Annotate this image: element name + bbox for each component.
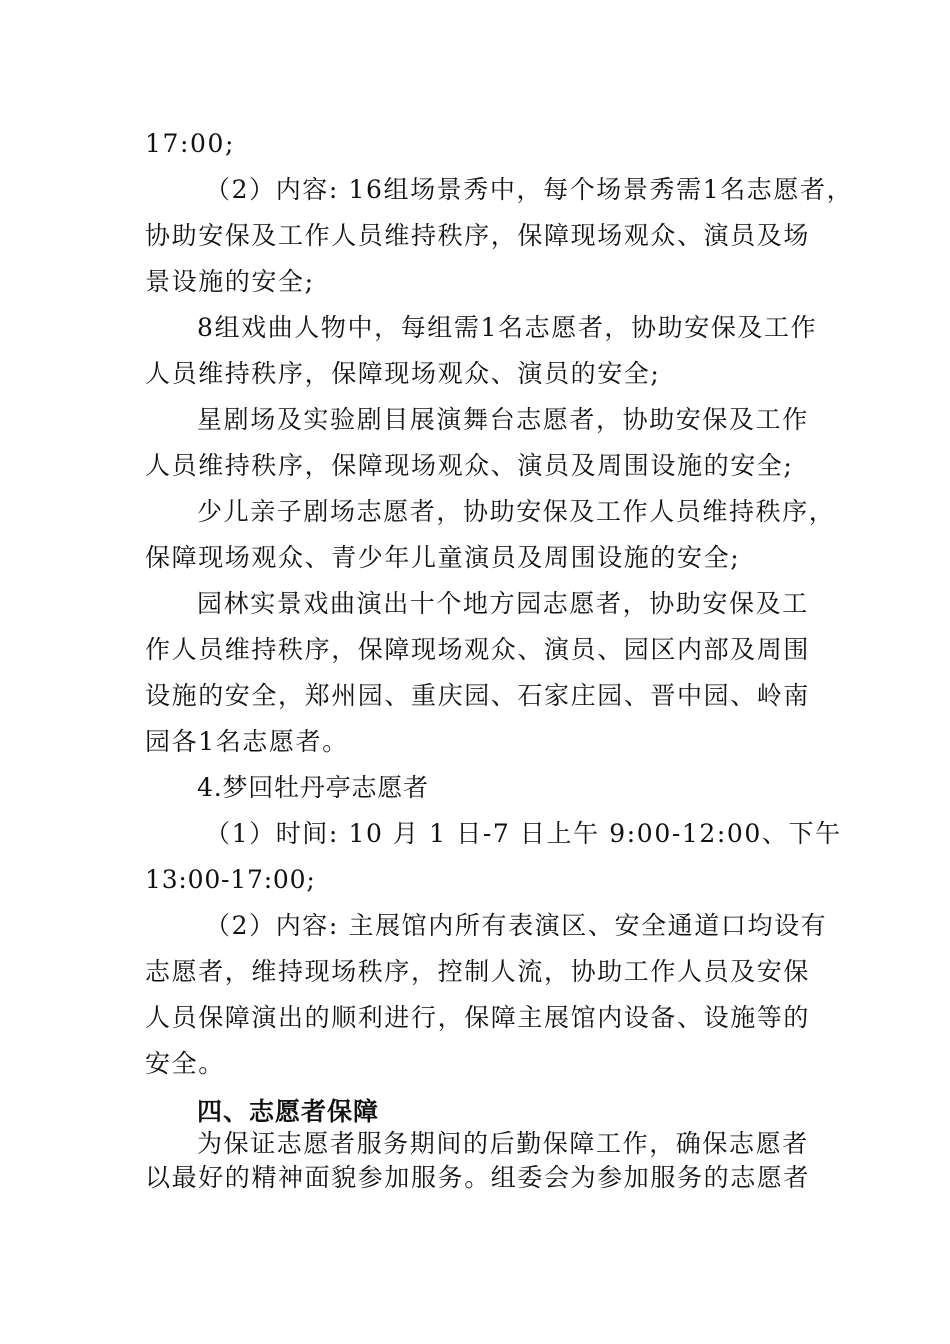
line-star-theater-2: 人员维持秩序，保障现场观众、演员及周围设施的安全; (145, 451, 794, 480)
section-heading-volunteer-support: 四、志愿者保障 (197, 1097, 380, 1126)
line-star-theater: 星剧场及实验剧目展演舞台志愿者，协助安保及工作 (197, 405, 809, 434)
line-content-scene-show-2: 协助安保及工作人员维持秩序，保障现场观众、演员及场 (145, 221, 811, 250)
line-peony-content-4: 安全。 (145, 1049, 225, 1078)
line-children-theater-2: 保障现场观众、青少年儿童演员及周围设施的安全; (145, 543, 741, 572)
line-peony-time-2: 13:00-17:00; (145, 865, 316, 894)
line-support-paragraph: 为保证志愿者服务期间的后勤保障工作，确保志愿者 (197, 1129, 809, 1158)
line-support-paragraph-2: 以最好的精神面貌参加服务。组委会为参加服务的志愿者 (145, 1163, 811, 1192)
line-opera-characters-2: 人员维持秩序，保障现场观众、演员的安全; (145, 359, 661, 388)
line-garden-opera: 园林实景戏曲演出十个地方园志愿者，协助安保及工 (197, 589, 809, 618)
line-opera-characters: 8组戏曲人物中，每组需1名志愿者，协助安保及工作 (197, 313, 818, 342)
line-peony-content-2: 志愿者，维持现场秩序，控制人流，协助工作人员及安保 (145, 957, 811, 986)
line-time-end: 17:00; (145, 129, 236, 158)
line-children-theater: 少儿亲子剧场志愿者，协助安保及工作人员维持秩序， (197, 497, 836, 526)
line-garden-opera-3: 设施的安全，郑州园、重庆园、石家庄园、晋中园、岭南 (145, 681, 811, 710)
line-content-scene-show: （2）内容: 16组场景秀中，每个场景秀需1名志愿者， (205, 175, 854, 204)
line-peony-content: （2）内容: 主展馆内所有表演区、安全通道口均设有 (205, 911, 828, 940)
line-peony-content-3: 人员保障演出的顺利进行，保障主展馆内设备、设施等的 (145, 1003, 811, 1032)
line-content-scene-show-3: 景设施的安全; (145, 267, 315, 296)
line-garden-opera-4: 园各1名志愿者。 (145, 727, 349, 756)
line-garden-opera-2: 作人员维持秩序，保障现场观众、演员、园区内部及周围 (145, 635, 811, 664)
section-dream-peony: 4.梦回牡丹亭志愿者 (197, 773, 429, 802)
line-peony-time: （1）时间: 10 月 1 日-7 日上午 9:00-12:00、下午 (205, 819, 842, 848)
